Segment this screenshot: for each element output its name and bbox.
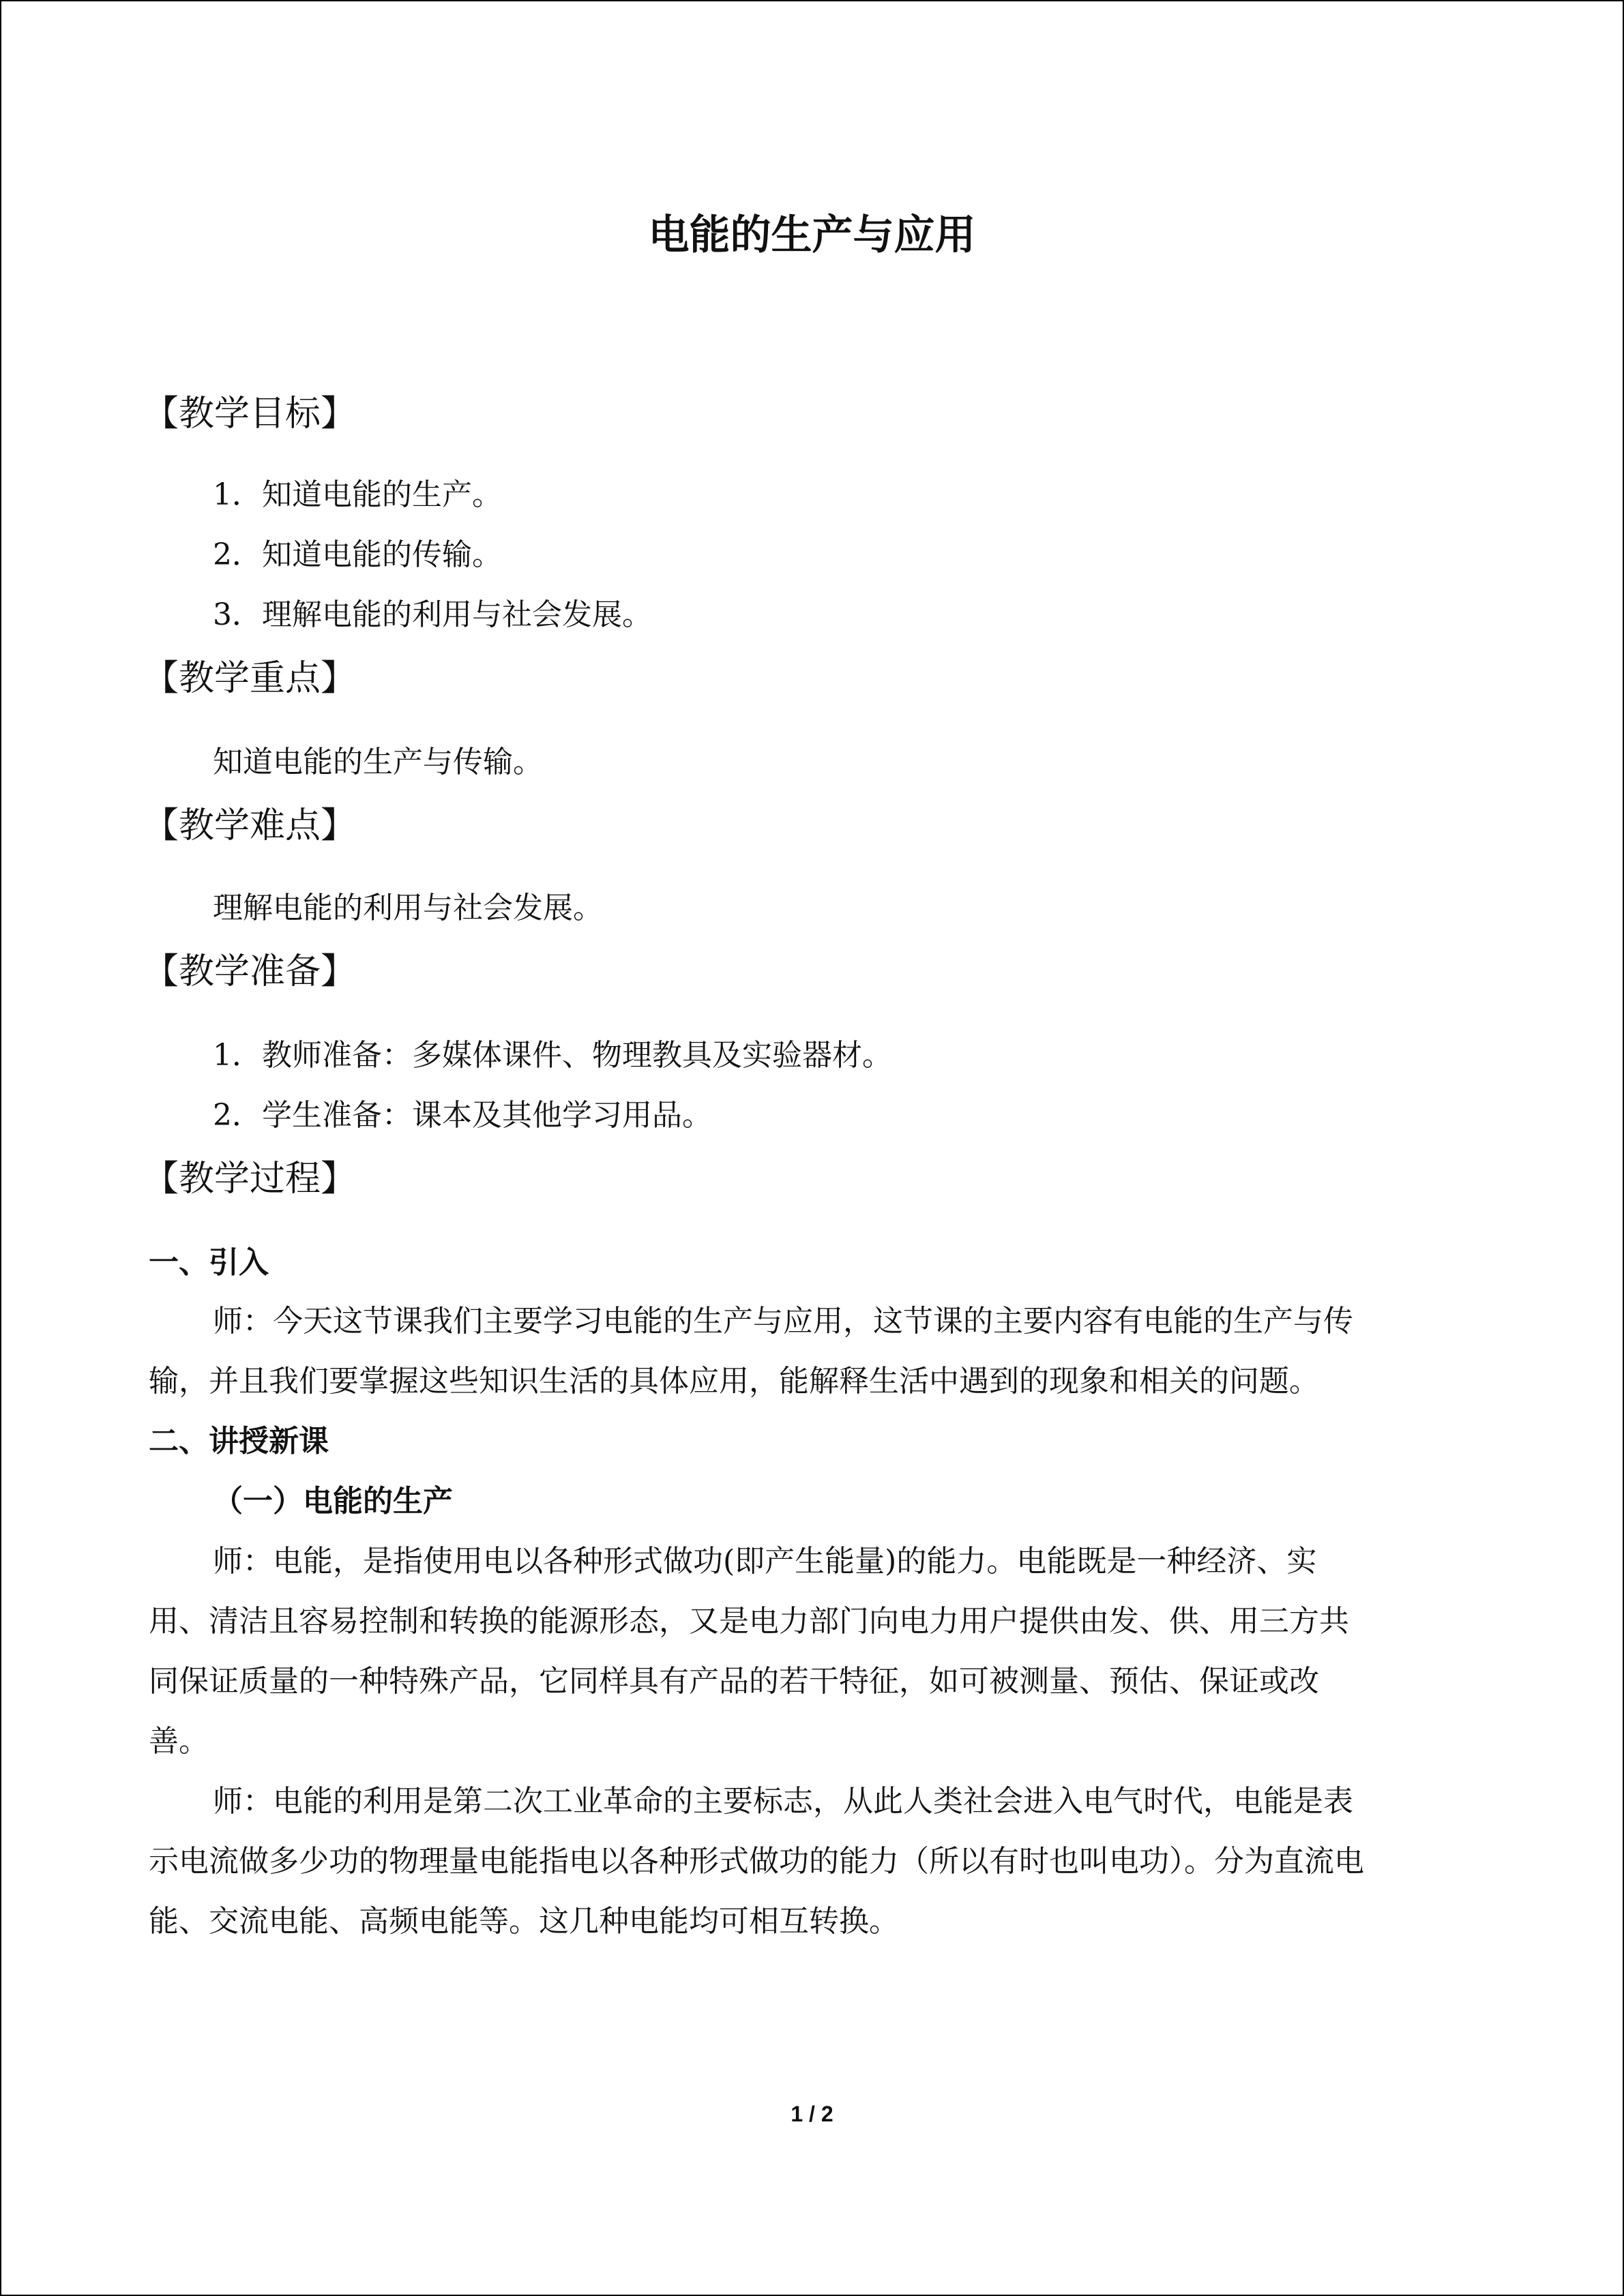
- new-lesson-heading: 二、讲授新课: [149, 1424, 329, 1459]
- preparation-item-1: 1．教师准备：多媒体课件、物理教具及实验器材。: [213, 1038, 892, 1073]
- electric-production-subheading: （一）电能的生产: [213, 1484, 453, 1519]
- objective-item-3: 3．理解电能的利用与社会发展。: [213, 597, 652, 632]
- objectives-heading: 【教学目标】: [143, 393, 357, 434]
- objective-item-2: 2．知道电能的传输。: [213, 537, 502, 572]
- paragraph-1-line-4: 善。: [149, 1724, 209, 1759]
- key-points-heading: 【教学重点】: [143, 658, 357, 699]
- process-heading: 【教学过程】: [143, 1159, 357, 1199]
- paragraph-2-line-1: 师：电能的利用是第二次工业革命的主要标志，从此人类社会进入电气时代，电能是表: [213, 1784, 1353, 1819]
- paragraph-2-line-2: 示电流做多少功的物理量电能指电以各种形式做功的能力（所以有时也叫电功）。分为直流电: [149, 1844, 1364, 1879]
- paragraph-1-line-2: 用、清洁且容易控制和转换的能源形态，又是电力部门向电力用户提供由发、供、用三方共: [149, 1604, 1349, 1639]
- key-points-text: 知道电能的生产与传输。: [213, 745, 543, 779]
- preparation-item-2: 2．学生准备：课本及其他学习用品。: [213, 1098, 712, 1133]
- preparation-heading: 【教学准备】: [143, 951, 357, 992]
- objective-item-1: 1．知道电能的生产。: [213, 477, 502, 512]
- intro-line-1: 师：今天这节课我们主要学习电能的生产与应用，这节课的主要内容有电能的生产与传: [213, 1304, 1353, 1339]
- intro-line-2: 输，并且我们要掌握这些知识生活的具体应用，能解释生活中遇到的现象和相关的问题。: [149, 1364, 1319, 1399]
- paragraph-2-line-3: 能、交流电能、高频电能等。这几种电能均可相互转换。: [149, 1904, 899, 1939]
- difficulties-heading: 【教学难点】: [143, 805, 357, 846]
- difficulties-text: 理解电能的利用与社会发展。: [213, 891, 603, 925]
- paragraph-1-line-3: 同保证质量的一种特殊产品，它同样具有产品的若干特征，如可被测量、预估、保证或改: [149, 1664, 1319, 1699]
- page-number: 1 / 2: [791, 2102, 833, 2126]
- document-title: 电能的生产与应用: [648, 211, 976, 259]
- intro-heading: 一、引入: [149, 1245, 269, 1280]
- paragraph-1-line-1: 师：电能，是指使用电以各种形式做功(即产生能量)的能力。电能既是一种经济、实: [213, 1544, 1317, 1579]
